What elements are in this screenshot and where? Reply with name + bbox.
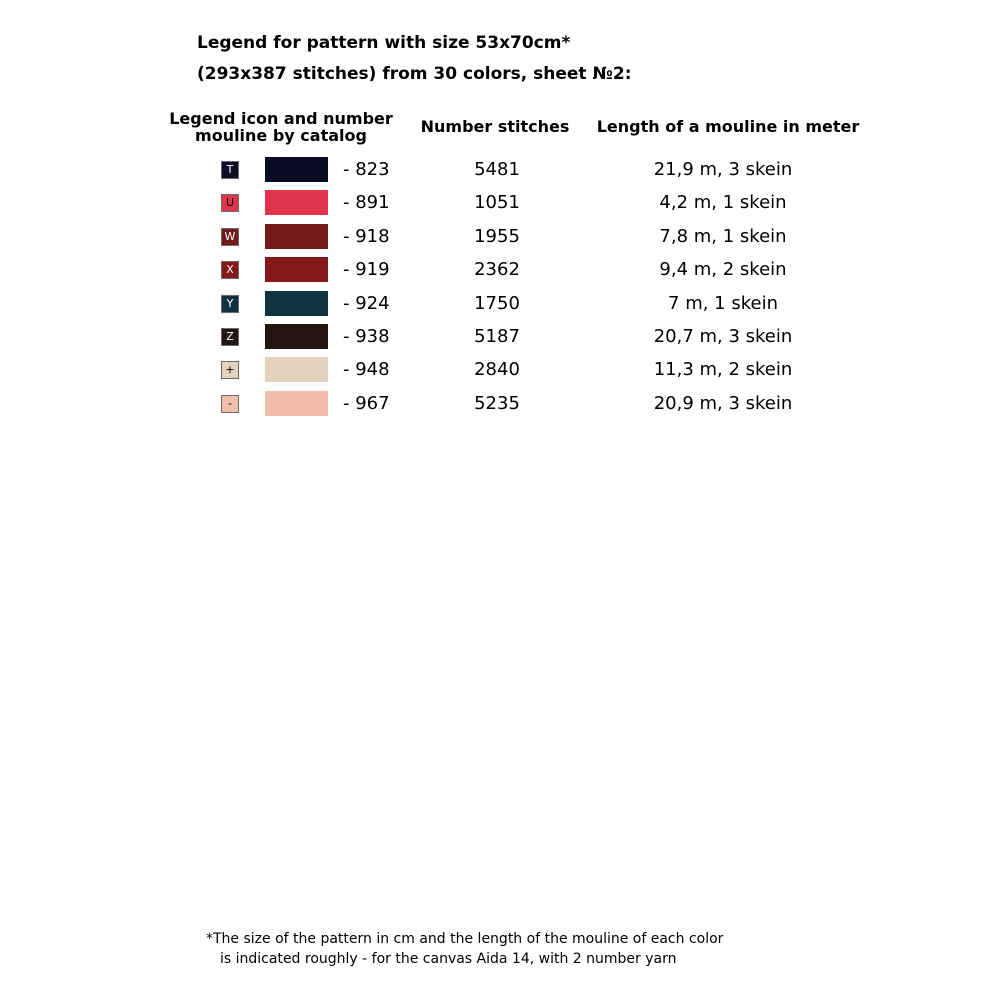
color-swatch [265, 291, 328, 316]
stitch-count: 1955 [474, 225, 520, 247]
mouline-length: 20,9 m, 3 skein [653, 392, 793, 414]
stitch-count: 5481 [474, 159, 520, 180]
mouline-length: 11,3 m, 2 skein [653, 359, 793, 381]
mouline-number: - 967 [343, 392, 390, 414]
color-swatch [265, 157, 328, 182]
color-swatch [265, 257, 328, 282]
legend-column-header [168, 110, 394, 144]
symbol-icon: - [221, 395, 239, 413]
mouline-length: 20,7 m, 3 skein [653, 325, 793, 347]
legend-row [0, 153, 1000, 186]
stitch-count: 5187 [474, 325, 520, 347]
symbol-icon: + [221, 361, 239, 379]
legend-row [0, 287, 1000, 320]
mouline-number: - 891 [343, 192, 390, 214]
legend-row [0, 186, 1000, 219]
color-swatch [265, 324, 328, 349]
symbol-icon: W [221, 228, 239, 246]
mouline-length: 21,9 m, 3 skein [653, 159, 793, 180]
legend-title-line-2: (293x387 stitches) from 30 colors, sheet №2: [197, 64, 632, 84]
mouline-number: - 948 [343, 359, 390, 381]
legend-row [0, 320, 1000, 353]
legend-table [0, 153, 1000, 420]
length-column-header: Length of a mouline in meter [596, 117, 860, 136]
symbol-icon: T [221, 161, 239, 179]
mouline-number: - 919 [343, 259, 390, 281]
symbol-icon: Z [221, 328, 239, 346]
mouline-number: - 918 [343, 225, 390, 247]
color-swatch [265, 224, 328, 249]
stitch-count: 2840 [474, 359, 520, 381]
stitches-column-header: Number stitches [420, 117, 570, 136]
mouline-length: 7 m, 1 skein [668, 292, 778, 314]
mouline-length: 9,4 m, 2 skein [659, 259, 787, 281]
color-swatch [265, 357, 328, 382]
legend-header-line-2: mouline by catalog [195, 126, 367, 145]
footnote-line-2: is indicated roughly - for the canvas Aida 14, with 2 number yarn [220, 951, 677, 967]
stitch-count: 1750 [474, 292, 520, 314]
legend-row [0, 253, 1000, 286]
mouline-number: - 938 [343, 325, 390, 347]
legend-row [0, 353, 1000, 386]
stitch-count: 2362 [474, 259, 520, 281]
color-swatch [265, 391, 328, 416]
legend-row [0, 220, 1000, 253]
stitch-count: 1051 [474, 192, 520, 214]
symbol-icon: X [221, 261, 239, 279]
color-swatch [265, 190, 328, 215]
footnote-line-1: *The size of the pattern in cm and the length of the mouline of each color [206, 931, 724, 947]
mouline-number: - 823 [343, 159, 390, 180]
symbol-icon: Y [221, 295, 239, 313]
stitch-count: 5235 [474, 392, 520, 414]
legend-title-line-1: Legend for pattern with size 53x70cm* [197, 33, 571, 53]
mouline-length: 4,2 m, 1 skein [659, 192, 787, 214]
footnote [206, 929, 723, 969]
mouline-number: - 924 [343, 292, 390, 314]
legend-row [0, 387, 1000, 420]
mouline-length: 7,8 m, 1 skein [659, 225, 787, 247]
symbol-icon: U [221, 194, 239, 212]
legend-header-line-1: Legend icon and number [169, 109, 393, 128]
